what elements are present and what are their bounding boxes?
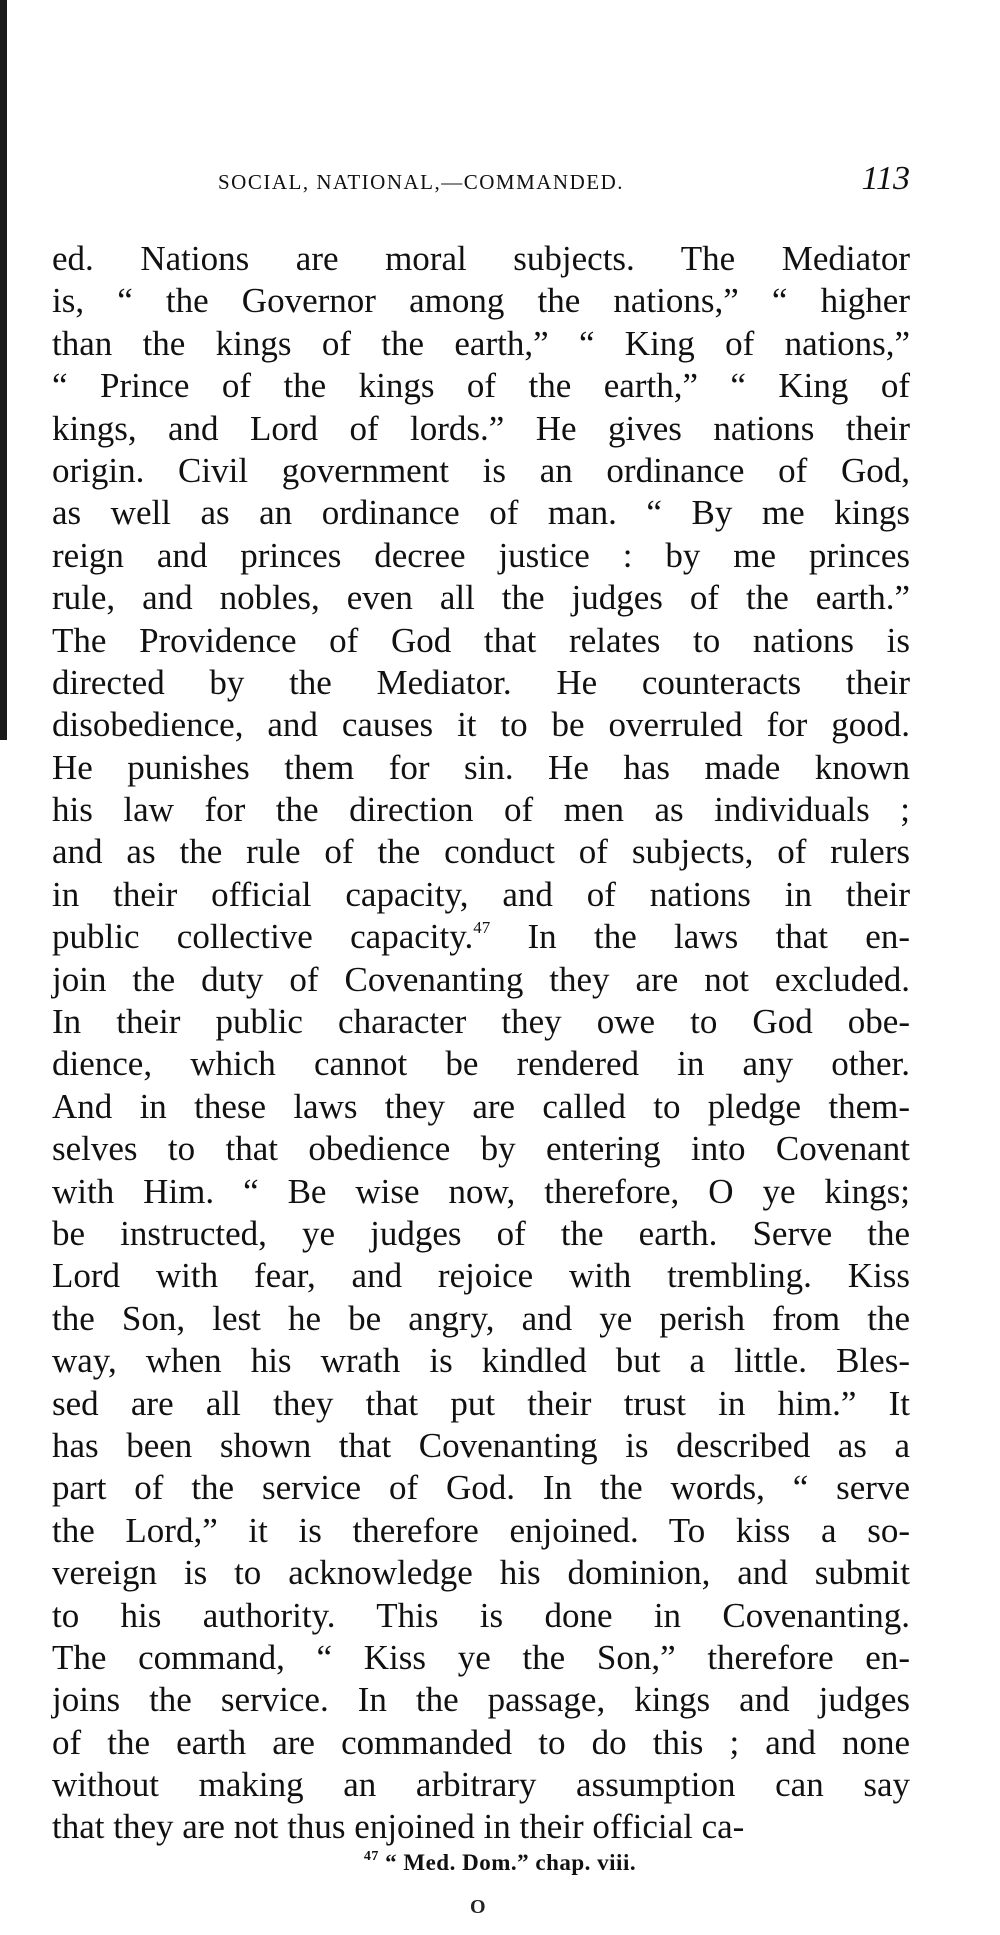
- text-line: kings, and Lord of lords.” He gives nations their: [52, 408, 910, 448]
- text-line: way, when his wrath is kindled but a little. Bles-: [52, 1341, 910, 1381]
- running-head: [200, 160, 910, 200]
- text-line: He punishes them for sin. He has made known: [52, 747, 910, 787]
- text-line: join the duty of Covenanting they are not excluded.: [52, 959, 910, 999]
- text-line: part of the service of God. In the words, “ serve: [52, 1468, 910, 1508]
- text-line: without making an arbitrary assumption can say: [52, 1765, 910, 1805]
- text-line: with Him. “ Be wise now, therefore, O ye kings;: [52, 1171, 910, 1211]
- footnote-reference: 47: [473, 918, 491, 938]
- text-line: “ Prince of the kings of the earth,” “ King of: [52, 366, 910, 406]
- footnote: [0, 1850, 1000, 1876]
- text-line: to his authority. This is done in Covenanting.: [52, 1595, 910, 1635]
- text-line: The Providence of God that relates to nations is: [52, 620, 910, 660]
- text-line: dience, which cannot be rendered in any other.: [52, 1044, 910, 1084]
- text-line: Lord with fear, and rejoice with trembling. Kiss: [52, 1256, 910, 1296]
- text-segment: public collective capacity.: [52, 917, 474, 957]
- text-line: In their public character they owe to God obe-: [52, 1002, 910, 1042]
- text-line: is, “ the Governor among the nations,” “ higher: [52, 281, 910, 321]
- text-line: that they are not thus enjoined in their official ca-: [52, 1807, 745, 1847]
- page-number: 113: [861, 160, 910, 197]
- body-text: [52, 238, 910, 1849]
- text-line: than the kings of the earth,” “ King of nations,”: [52, 323, 910, 363]
- text-line: vereign is to acknowledge his dominion, and submit: [52, 1553, 910, 1593]
- text-line: as well as an ordinance of man. “ By me kings: [52, 493, 910, 533]
- text-line-with-footnote: [52, 916, 910, 958]
- text-line: be instructed, ye judges of the earth. Serve the: [52, 1213, 910, 1253]
- text-line: and as the rule of the conduct of subjects, of rulers: [52, 832, 910, 872]
- text-line: of the earth are commanded to do this ; and none: [52, 1722, 910, 1762]
- text-line: The command, “ Kiss ye the Son,” therefore en-: [52, 1637, 910, 1677]
- text-line: reign and princes decree justice : by me princes: [52, 535, 910, 575]
- text-line: selves to that obedience by entering into Covenant: [52, 1129, 910, 1169]
- footnote-marker: 47: [363, 1849, 379, 1864]
- text-line: ed. Nations are moral subjects. The Mediator: [52, 239, 910, 278]
- text-line: disobedience, and causes it to be overruled for good.: [52, 705, 910, 745]
- text-line: the Son, lest he be angry, and ye perish from the: [52, 1298, 910, 1338]
- text-line: directed by the Mediator. He counteracts their: [52, 662, 910, 702]
- text-line: And in these laws they are called to pledge them-: [52, 1086, 910, 1126]
- text-segment: In the laws that en-: [490, 917, 910, 957]
- footnote-text: “ Med. Dom.” chap. viii.: [385, 1850, 637, 1875]
- text-line: in their official capacity, and of nations in their: [52, 874, 910, 914]
- text-line: sed are all they that put their trust in him.” It: [52, 1383, 910, 1423]
- text-line: his law for the direction of men as individuals ;: [52, 790, 910, 830]
- text-line: has been shown that Covenanting is described as a: [52, 1425, 910, 1465]
- signature-mark: O: [470, 1896, 486, 1918]
- running-title: SOCIAL, NATIONAL,—COMMANDED.: [218, 170, 624, 194]
- text-line: origin. Civil government is an ordinance of God,: [52, 450, 910, 490]
- text-line: joins the service. In the passage, kings and judges: [52, 1680, 910, 1720]
- text-line: the Lord,” it is therefore enjoined. To kiss a so-: [52, 1510, 910, 1550]
- text-line: rule, and nobles, even all the judges of the earth.”: [52, 578, 910, 618]
